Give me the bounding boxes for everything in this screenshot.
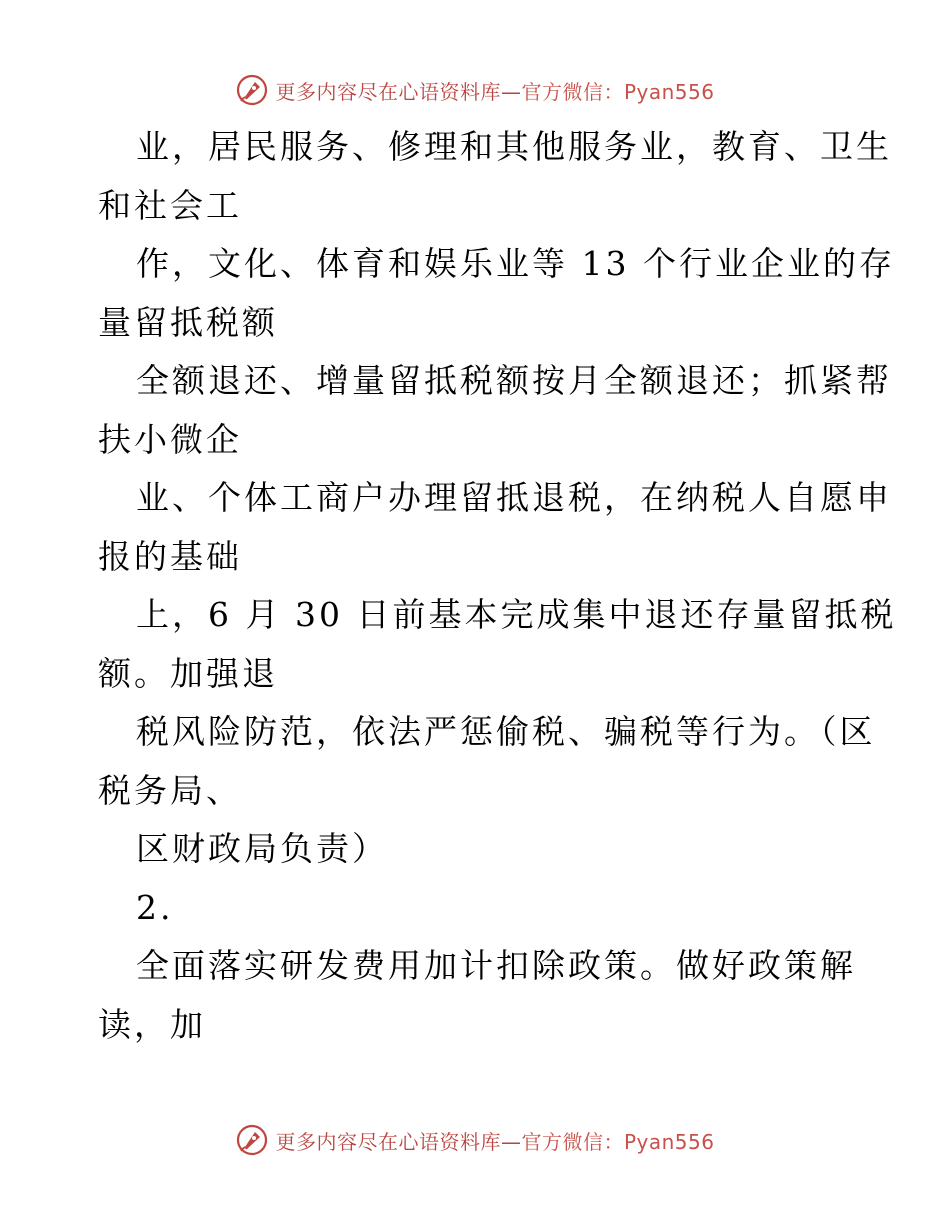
text-line: 报的基础 <box>98 536 242 576</box>
header-banner <box>0 70 950 110</box>
text-line: 扶小微企 <box>98 419 242 459</box>
text-line: 上，6 月 30 日前基本完成集中退还存量留抵税 <box>136 595 897 634</box>
text-line: 量留抵税额 <box>98 302 278 342</box>
text-line: 2. <box>136 887 174 927</box>
footer-wechat-id: 官方微信：Pyan556 <box>521 1129 715 1154</box>
text-line: 作，文化、体育和娱乐业等 13 个行业企业的存 <box>136 244 895 283</box>
text-line: 额。加强退 <box>98 653 278 693</box>
text-line: 业，居民服务、修理和其他服务业，教育、卫生 <box>136 127 892 166</box>
document-body <box>98 118 897 1054</box>
pen-nib-logo-icon <box>235 1123 269 1157</box>
text-line: 税务局、 <box>98 770 242 810</box>
text-line: 区财政局负责） <box>136 829 388 868</box>
text-line: 和社会工 <box>98 185 242 225</box>
pen-nib-logo-icon <box>235 73 269 107</box>
text-line: 全面落实研发费用加计扣除政策。做好政策解 <box>136 946 856 985</box>
header-wechat-id: 官方微信：Pyan556 <box>521 79 715 104</box>
text-line: 全额退还、增量留抵税额按月全额退还；抓紧帮 <box>136 361 892 400</box>
footer-banner-text: 更多内容尽在心语资料库—官方微信：Pyan556 <box>275 1129 715 1154</box>
footer-banner <box>0 1120 950 1160</box>
text-line: 读，加 <box>98 1004 206 1044</box>
header-banner-text: 更多内容尽在心语资料库—官方微信：Pyan556 <box>275 79 715 104</box>
text-line: 业、个体工商户办理留抵退税，在纳税人自愿申 <box>136 478 892 517</box>
text-line: 税风险防范，依法严惩偷税、骗税等行为。（区 <box>136 712 876 751</box>
